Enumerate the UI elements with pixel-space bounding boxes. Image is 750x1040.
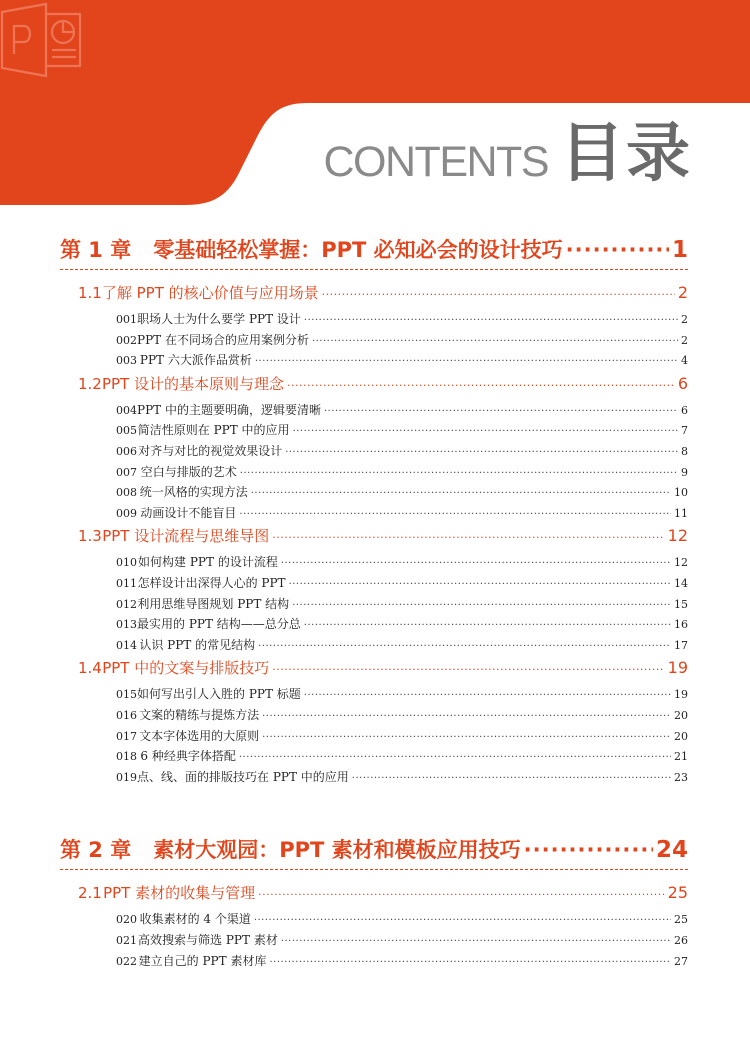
item-number: 013 [116, 618, 137, 632]
section-title: PPT 设计流程与思维导图 [102, 527, 270, 546]
chapter-heading[interactable] [60, 834, 688, 866]
toc-entry[interactable] [116, 727, 688, 747]
item-title: PPT 六大派作品赏析 [139, 353, 252, 368]
item-number: 005 [116, 424, 137, 438]
section-title: PPT 中的文案与排版技巧 [102, 659, 270, 678]
dot-leader [287, 379, 675, 392]
powerpoint-logo-icon [0, 0, 84, 80]
item-page-number: 9 [681, 465, 688, 479]
dot-leader [255, 356, 678, 367]
item-number: 019 [116, 770, 137, 784]
item-page-number: 7 [681, 424, 688, 438]
toc-entry[interactable] [116, 421, 688, 441]
item-page-number: 25 [674, 913, 688, 927]
toc-entry[interactable] [116, 768, 688, 788]
toc-entry[interactable] [116, 574, 688, 594]
section-number: 2.1 [78, 884, 102, 903]
chapter-page-number: 24 [655, 837, 688, 864]
item-number: 020 [116, 913, 137, 927]
dot-leader [272, 531, 664, 544]
dot-leader [262, 711, 671, 722]
item-title: 职场人士为什么要学 PPT 设计 [137, 312, 301, 326]
item-title: PPT 中的主题要明确，逻辑要清晰 [137, 402, 321, 417]
toc-entry[interactable] [116, 931, 688, 951]
contents-title [323, 117, 693, 191]
section-heading[interactable] [78, 525, 688, 549]
item-title: 收集素材的 4 个渠道 [139, 912, 251, 927]
toc-entry[interactable] [116, 595, 688, 615]
item-title: 对齐与对比的视觉效果设计 [138, 444, 283, 458]
item-title: 如何构建 PPT 的设计流程 [138, 555, 278, 570]
dot-leader [524, 838, 653, 862]
section-number: 1.1 [78, 284, 102, 302]
item-page-number: 2 [681, 333, 688, 347]
item-number: 016 [116, 709, 137, 722]
toc-entry[interactable] [116, 952, 688, 972]
item-page-number: 14 [674, 577, 688, 590]
toc-entry[interactable] [116, 685, 688, 705]
toc-entry[interactable] [116, 706, 688, 726]
item-page-number: 20 [674, 709, 688, 722]
item-number: 011 [116, 577, 137, 590]
item-page-number: 19 [674, 688, 688, 702]
section-title: PPT 素材的收集与管理 [103, 884, 256, 903]
item-title: 怎样设计出深得人心的 PPT [137, 576, 286, 590]
item-number: 006 [116, 445, 137, 458]
section-page-number: 19 [667, 658, 688, 678]
item-page-number: 12 [674, 556, 688, 570]
chapter-title: 素材大观园：PPT 素材和模板应用技巧 [153, 838, 521, 863]
toc-entry[interactable] [116, 483, 688, 503]
chapter-divider [60, 869, 688, 870]
item-title: 认识 PPT 的常见结构 [139, 637, 256, 652]
item-title: 简洁性原则在 PPT 中的应用 [137, 423, 290, 438]
chapter-number: 第 1 章 [60, 238, 132, 262]
section-heading[interactable] [78, 657, 688, 681]
section-heading[interactable] [78, 282, 688, 306]
item-page-number: 26 [674, 934, 688, 947]
dot-leader [304, 315, 678, 326]
toc-entry[interactable] [116, 615, 688, 635]
item-page-number: 2 [681, 313, 688, 326]
dot-leader [324, 406, 678, 417]
dot-leader [240, 468, 678, 479]
dot-leader [239, 752, 671, 763]
dot-leader [285, 447, 678, 458]
item-number: 004 [116, 403, 137, 417]
dot-leader [251, 488, 671, 499]
dot-leader [258, 888, 665, 901]
toc-entry[interactable] [116, 747, 688, 767]
dot-leader [352, 773, 671, 784]
item-title: 文本字体选用的大原则 [139, 728, 260, 743]
item-page-number: 27 [673, 954, 688, 968]
dot-leader [293, 426, 678, 437]
item-number: 008 [116, 486, 137, 500]
page-header [0, 0, 750, 230]
item-number: 018 [116, 750, 137, 764]
item-title: 建立自己的 PPT 素材库 [138, 953, 267, 968]
item-page-number: 4 [681, 354, 688, 368]
item-page-number: 6 [681, 403, 688, 417]
item-page-number: 8 [681, 445, 688, 458]
item-page-number: 17 [674, 638, 688, 652]
item-page-number: 21 [674, 750, 688, 764]
section-heading[interactable] [78, 373, 688, 397]
dot-leader [254, 915, 671, 926]
dot-leader [312, 336, 678, 347]
toc-entry[interactable] [116, 636, 688, 656]
item-number: 002 [116, 333, 137, 347]
section-page-number: 2 [677, 283, 688, 302]
page-title: 目录 [560, 117, 692, 191]
item-page-number: 11 [674, 506, 688, 520]
item-title: 高效搜索与筛选 PPT 素材 [138, 933, 278, 947]
dot-leader [258, 641, 671, 652]
chapter-divider [60, 269, 688, 270]
item-number: 010 [116, 556, 137, 570]
chapter-number: 第 2 章 [60, 838, 132, 863]
item-title: 文案的精练与提炼方法 [139, 708, 260, 722]
section-heading[interactable] [78, 882, 688, 906]
toc-entry[interactable] [116, 310, 688, 330]
dot-leader [289, 579, 671, 590]
item-number: 003 [116, 354, 137, 368]
toc-entry[interactable] [116, 351, 688, 371]
dot-leader [304, 620, 671, 631]
dot-leader [281, 558, 671, 569]
item-number: 022 [116, 954, 137, 968]
section-page-number: 12 [667, 526, 688, 546]
section-page-number: 25 [667, 883, 688, 903]
section-number: 1.4 [78, 659, 102, 678]
item-number: 015 [116, 688, 137, 702]
toc-entry[interactable] [116, 442, 688, 462]
item-number: 017 [116, 729, 137, 743]
section-number: 1.2 [78, 374, 102, 393]
chapter-page-number: 1 [671, 237, 688, 263]
dot-leader [566, 238, 669, 262]
section-title: PPT 设计的基本原则与理念 [101, 374, 284, 393]
dot-leader [281, 936, 671, 947]
item-page-number: 20 [674, 729, 688, 743]
section-page-number: 6 [677, 373, 688, 393]
toc-entry[interactable] [116, 463, 688, 483]
item-page-number: 16 [674, 618, 688, 632]
section-number: 1.3 [78, 527, 102, 546]
toc-entry[interactable] [116, 504, 688, 524]
toc-entry[interactable] [116, 331, 688, 351]
item-title: 最实用的 PPT 结构——总分总 [137, 617, 301, 632]
item-number: 009 [116, 506, 137, 520]
toc-entry[interactable] [116, 910, 688, 930]
contents-label: CONTENTS [323, 138, 548, 186]
dot-leader [292, 600, 671, 611]
section-title: 了解 PPT 的核心价值与应用场景 [101, 284, 319, 302]
dot-leader [239, 509, 671, 520]
dot-leader [269, 957, 671, 968]
dot-leader [322, 288, 675, 301]
item-page-number: 15 [674, 597, 688, 611]
toc-entry[interactable] [116, 401, 688, 421]
item-page-number: 23 [674, 770, 688, 784]
item-title: 如何写出引人入胜的 PPT 标题 [137, 687, 301, 702]
item-title: 统一风格的实现方法 [139, 485, 248, 500]
item-number: 012 [116, 597, 137, 611]
dot-leader [262, 732, 671, 743]
item-title: PPT 在不同场合的应用案例分析 [137, 332, 309, 347]
dot-leader [272, 663, 664, 676]
dot-leader [304, 690, 671, 701]
item-title: 空白与排版的艺术 [140, 464, 237, 479]
item-title: 动画设计不能盲目 [140, 505, 237, 520]
item-page-number: 10 [674, 486, 688, 500]
toc-entry[interactable] [116, 553, 688, 573]
item-title: 利用思维导图规划 PPT 结构 [137, 596, 290, 611]
item-number: 007 [116, 465, 137, 479]
header-banner [0, 0, 750, 230]
chapter-title: 零基础轻松掌握：PPT 必知必会的设计技巧 [153, 238, 563, 262]
chapter-heading[interactable] [60, 234, 688, 266]
item-title: 6 种经典字体搭配 [140, 749, 236, 764]
item-number: 001 [116, 313, 137, 326]
item-number: 014 [116, 638, 137, 652]
item-number: 021 [116, 934, 137, 947]
item-title: 点、线、面的排版技巧在 PPT 中的应用 [137, 769, 349, 784]
